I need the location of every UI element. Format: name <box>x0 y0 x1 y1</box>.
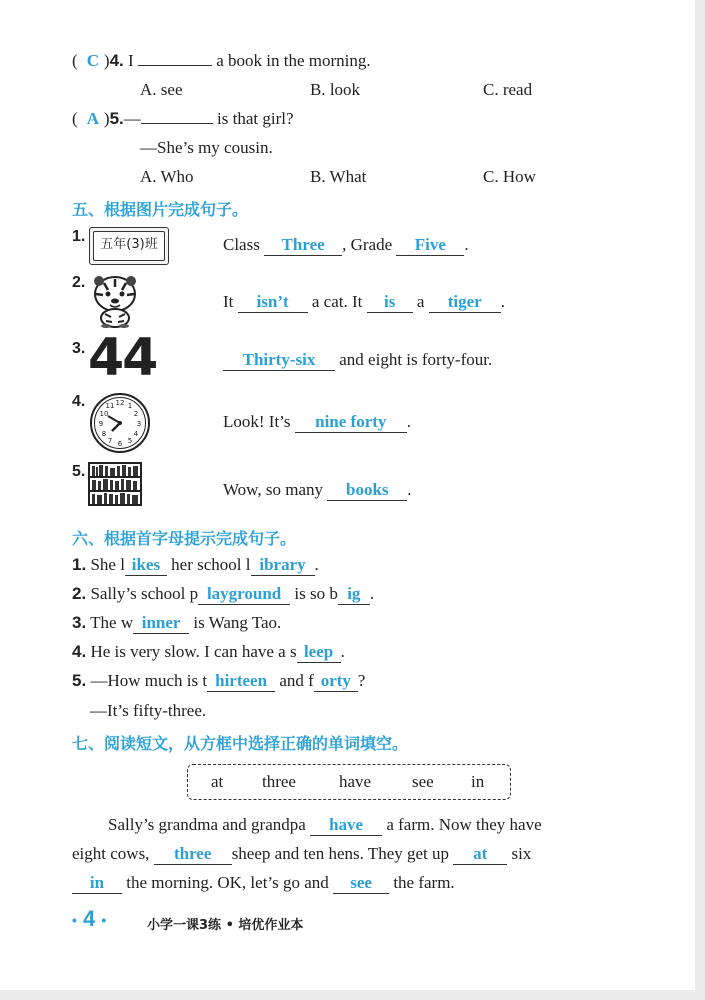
class-sign-picture: 五年(3)班 <box>89 227 169 265</box>
answer: see <box>333 873 389 894</box>
word-option: in <box>471 772 485 791</box>
option-b: B. look <box>310 80 361 99</box>
item-number: 4. <box>72 393 86 410</box>
option-a: A. Who <box>140 167 194 186</box>
passage-line-1: Sally’s grandma and grandpa have a farm. Now they have <box>108 815 542 834</box>
clock-numeral: 7 <box>107 437 113 445</box>
question-5: ( A )5.— is that girl? <box>72 109 294 128</box>
number-44-picture: 44 <box>88 328 157 388</box>
tiger-icon <box>86 274 144 328</box>
item-number: 1. <box>72 228 86 245</box>
clock-numeral: 3 <box>136 420 142 428</box>
s6-reply: —It’s fifty-three. <box>90 701 207 720</box>
clock-numeral: 12 <box>115 399 125 407</box>
s6-item-2: 2. Sally’s school p layground is so b ig . <box>72 584 375 603</box>
option-b: B. What <box>310 167 367 186</box>
answer: ibrary <box>251 555 315 576</box>
section-6-title: 六、根据首字母提示完成句子。 <box>72 529 297 548</box>
page-number: • 4 • <box>72 906 107 931</box>
clock-numeral: 10 <box>99 410 109 418</box>
clock-numeral: 11 <box>105 402 115 410</box>
answer: ig <box>338 584 370 605</box>
item-2-sentence: It isn’t a cat. It is a tiger . <box>223 292 505 311</box>
answer: ikes <box>125 555 167 576</box>
item-number: 2. <box>72 274 86 291</box>
answer: hirteen <box>207 671 275 692</box>
answer: Three <box>264 235 342 256</box>
answer: inner <box>133 613 189 634</box>
option-c: C. How <box>483 167 536 186</box>
answer: tiger <box>429 292 501 313</box>
word-option: have <box>339 772 372 791</box>
clock-numeral: 5 <box>127 437 133 445</box>
answer: Five <box>396 235 464 256</box>
clock-numeral: 2 <box>133 410 139 418</box>
blank <box>138 65 212 66</box>
item-number: 5. <box>72 463 86 480</box>
item-1-sentence: Class Three , Grade Five . <box>223 235 469 254</box>
option-c: C. read <box>483 80 533 99</box>
answer-letter: A <box>86 109 100 128</box>
clock-icon <box>89 392 151 454</box>
answer: layground <box>198 584 290 605</box>
answer: leep <box>297 642 341 663</box>
footer-book-title: 小学一课3练 • 培优作业本 <box>147 918 304 933</box>
item-3-sentence: Thirty-six and eight is forty-four. <box>223 349 492 371</box>
answer: have <box>310 815 382 836</box>
reply: —She’s my cousin. <box>140 138 273 157</box>
clock-numeral: 9 <box>98 420 104 428</box>
word-option: at <box>211 772 224 791</box>
item-number: 3. <box>72 340 86 357</box>
word-box <box>187 764 511 800</box>
passage-line-2: eight cows, three sheep and ten hens. They get up at six <box>72 844 532 863</box>
answer: books <box>327 480 407 501</box>
answer: is <box>367 292 413 313</box>
answer: Thirty-six <box>223 350 335 371</box>
clock-numeral: 4 <box>133 430 139 438</box>
clock-numeral: 6 <box>117 440 123 448</box>
word-option: see <box>412 772 434 791</box>
clock-numeral: 8 <box>101 430 107 438</box>
answer: isn’t <box>238 292 308 313</box>
option-a: A. see <box>140 80 183 99</box>
clock-numeral: 1 <box>127 402 133 410</box>
answer: at <box>453 844 507 865</box>
bookshelf-icon <box>88 462 142 506</box>
blank <box>141 123 213 124</box>
item-5-sentence: Wow, so many books . <box>223 480 412 499</box>
passage-line-3: in the morning. OK, let’s go and see the farm. <box>72 872 455 894</box>
item-4-sentence: Look! It’s nine forty . <box>223 412 412 431</box>
answer: three <box>154 844 232 865</box>
section-5-title: 五、根据图片完成句子。 <box>72 200 249 219</box>
question-4: ( C )4. I a book in the morning. <box>72 51 371 70</box>
answer: nine forty <box>295 412 407 433</box>
answer: in <box>72 873 122 894</box>
s6-item-4: 4. He is very slow. I can have a s leep . <box>72 642 345 661</box>
section-7-title: 七、阅读短文，从方框中选择正确的单词填空。 <box>72 734 409 753</box>
answer: orty <box>314 671 358 692</box>
s6-item-5: 5. —How much is t hirteen and f orty ? <box>72 671 366 690</box>
word-option: three <box>262 772 296 791</box>
s6-item-1: 1. She l ikes her school l ibrary . <box>72 555 319 574</box>
answer-letter: C <box>86 51 100 70</box>
s6-item-3: 3. The w inner is Wang Tao. <box>72 613 282 632</box>
